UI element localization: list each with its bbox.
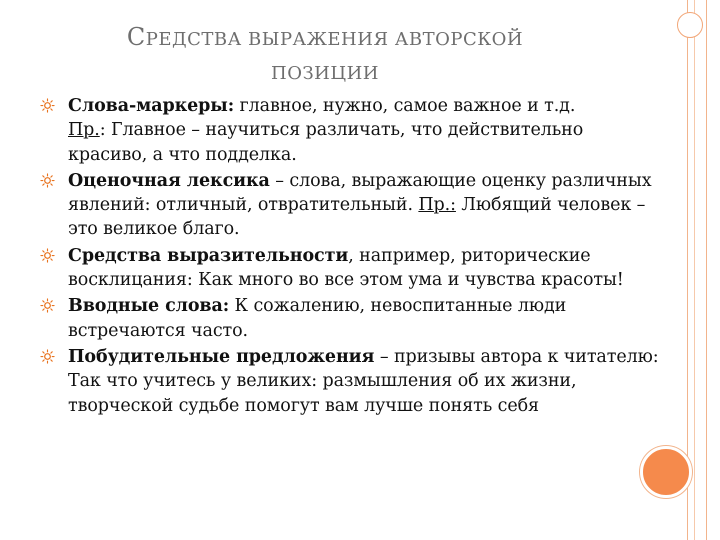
item-text: : Главное – научиться различать, что действительно красиво, а что подделка. — [68, 120, 584, 165]
list-item — [40, 244, 665, 293]
sun-bullet-icon — [40, 349, 55, 364]
title-line-2: ПОЗИЦИИ — [271, 63, 379, 84]
item-text: Любящий человек – это великое благо. — [68, 195, 646, 240]
sun-bullet-icon — [40, 173, 55, 188]
item-text: – призывы автора к читателю: Так что учитесь у великих: размышления об их жизни, творческой судьбе помогут вам лучше понять себя — [68, 346, 659, 416]
term-label: Средства выразительности — [68, 245, 349, 266]
bullet-list — [40, 94, 665, 420]
item-text: К сожалению, невоспитанные люди встречаются часто. — [68, 296, 567, 341]
term-label: Побудительные предложения — [68, 346, 375, 367]
frame-line — [694, 0, 695, 540]
item-text: , например, риторические восклицания: Как много во все этом ума и чувства красоты! — [68, 245, 624, 291]
decorative-circle — [640, 446, 692, 498]
example-label: Пр. — [68, 120, 100, 141]
sun-bullet-icon — [40, 98, 55, 113]
term-label: Слова-маркеры: — [68, 96, 235, 116]
term-label: Вводные слова: — [68, 296, 230, 317]
frame-line — [706, 0, 707, 540]
sun-bullet-icon — [40, 248, 55, 263]
decorative-circle-top — [677, 12, 703, 38]
term-label: Оценочная лексика — [68, 170, 270, 191]
example-label: Пр.: — [418, 195, 456, 216]
slide-title — [40, 20, 610, 91]
sun-bullet-icon — [40, 298, 55, 313]
list-item — [40, 294, 665, 343]
list-item — [40, 94, 665, 167]
title-line-1 — [40, 20, 610, 57]
item-text: – слова, выражающие оценку различных явлений: отличный, отвратительный. — [68, 170, 652, 216]
list-item — [40, 169, 665, 242]
title-line1-rest: РЕДСТВА ВЫРАЖЕНИЯ АВТОРСКОЙ — [145, 29, 524, 50]
item-text: главное, нужно, самое важное и т.д. — [234, 96, 576, 116]
title-capital: С — [126, 23, 146, 51]
list-item — [40, 345, 665, 418]
